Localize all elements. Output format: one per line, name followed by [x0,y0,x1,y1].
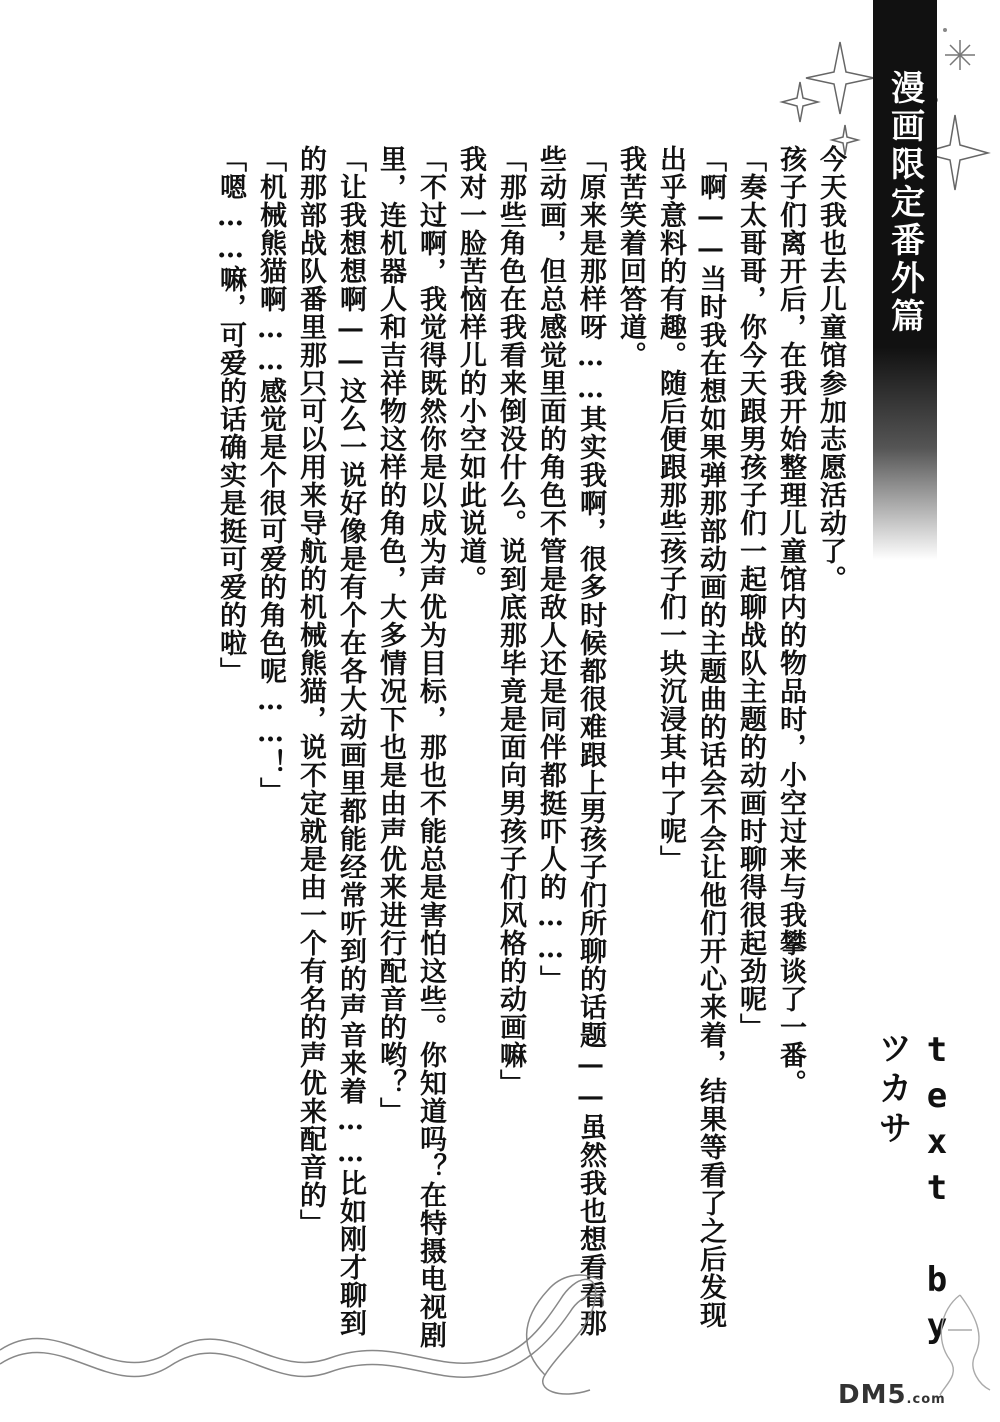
page-title: 漫画限定番外篇 [884,70,925,336]
paragraph: 「让我想想啊——这么一说好像是有个在各大动画里都能经常听到的声音来着……比如刚才聊到的那部战队番里那只可以用来导航的机械熊猫，说不定就是由一个有名的声优来配音的」 [295,145,366,1337]
author-byline: text by ツカサ [872,1030,957,1352]
paragraph: 「那些角色在我看来倒没什么。说到底那毕竟是面向男孩子们风格的动画嘛」 [495,145,526,1097]
story-text [210,145,850,1355]
paragraph: 我苦笑着回答道。 [615,145,646,369]
paragraph: 「嗯……嘛，可爱的话确实是挺可爱的啦」 [215,145,246,685]
paragraph: 「不过啊，我觉得既然你是以成为声优为目标，那也不能总是害怕这些。你知道吗？在特摄电视剧里，连机器人和吉祥物这样的角色，大多情况下也是由声优来进行配音的哟？」 [375,145,446,1349]
paragraph: 今天我也去儿童馆参加志愿活动了。 [815,145,846,593]
paragraph: 「啊——当时我在想如果弹那部动画的主题曲的话会不会让他们开心来着，结果等看了之后发现出乎意料的有趣。随后便跟那些孩子们一块沉浸其中了呢」 [655,145,726,1329]
paragraph: 孩子们离开后，在我开始整理儿童馆内的物品时，小空过来与我攀谈了一番。 [775,145,806,1097]
paragraph: 「原来是那样呀……其实我啊，很多时候都很难跟上男孩子们所聊的话题——虽然我也想看看那些动画，但总感觉里面的角色不管是敌人还是同伴都挺吓人的……」 [535,145,606,1337]
title-banner [873,0,937,560]
paragraph: 我对一脸苦恼样儿的小空如此说道。 [455,145,486,593]
site-watermark [838,1380,946,1410]
paragraph: 「奏太哥哥，你今天跟男孩子们一起聊战队主题的动画时聊得很起劲呢」 [735,145,766,1041]
paragraph: 「机械熊猫啊……感觉是个很可爱的角色呢……！」 [255,145,286,805]
watermark-suffix: .com [906,1392,946,1407]
watermark-main: DM5 [838,1380,907,1410]
ribbon-decoration [0,1240,880,1420]
